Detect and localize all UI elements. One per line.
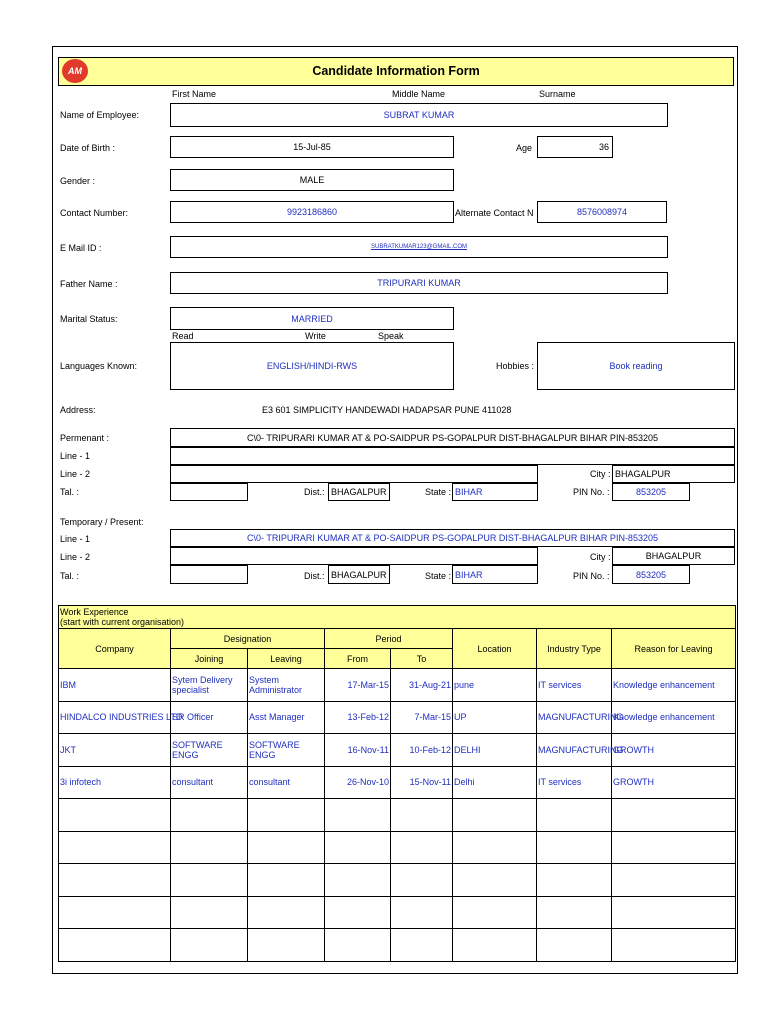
- marital-label: Marital Status:: [60, 314, 118, 324]
- work-cell-joining[interactable]: [171, 799, 248, 832]
- work-cell-text: 31-Aug-21: [408, 679, 451, 690]
- gender-field[interactable]: MALE: [170, 169, 454, 191]
- work-cell-leaving[interactable]: [248, 831, 325, 864]
- permanent-line2-label: Line - 2: [60, 469, 91, 479]
- from-header: From: [325, 649, 391, 669]
- leaving-header: Leaving: [248, 649, 325, 669]
- work-cell-to[interactable]: [391, 864, 453, 897]
- employee-name-field[interactable]: SUBRAT KUMAR: [170, 103, 668, 127]
- table-row: [59, 929, 736, 962]
- work-cell-location[interactable]: [453, 734, 537, 767]
- work-cell-text: 17-Mar-15: [347, 679, 389, 690]
- work-cell-text: 16-Nov-11: [347, 744, 389, 755]
- work-cell-from[interactable]: [325, 669, 391, 702]
- table-row: [59, 831, 736, 864]
- permanent-line2-field[interactable]: [170, 465, 538, 483]
- temporary-line2-label: Line - 2: [60, 552, 91, 562]
- permanent-dist-label: Dist.:: [304, 487, 325, 497]
- work-cell-to[interactable]: [391, 929, 453, 962]
- temporary-state-label: State :: [425, 571, 452, 581]
- work-cell-text: DELHI: [454, 744, 481, 755]
- work-cell-text: GROWTH: [613, 777, 654, 788]
- work-cell-company[interactable]: [59, 734, 171, 767]
- permanent-line1b-field[interactable]: [170, 447, 735, 465]
- work-cell-reason[interactable]: [612, 929, 736, 962]
- work-cell-company[interactable]: [59, 701, 183, 734]
- work-cell-joining[interactable]: [171, 701, 248, 734]
- permanent-pin-field[interactable]: 853205: [612, 483, 690, 501]
- period-header: Period: [325, 629, 453, 649]
- hobbies-field[interactable]: Book reading: [537, 342, 735, 390]
- work-cell-joining[interactable]: [171, 669, 248, 702]
- work-cell-reason[interactable]: [612, 864, 736, 897]
- work-cell-text: Asst Manager: [249, 712, 305, 723]
- work-cell-leaving[interactable]: [248, 896, 325, 929]
- temporary-line1-label: Line - 1: [60, 534, 91, 544]
- to-header: To: [391, 649, 453, 669]
- work-cell-company[interactable]: [59, 669, 171, 702]
- speak-label: Speak: [378, 331, 404, 341]
- contact-field[interactable]: 9923186860: [170, 201, 454, 223]
- work-cell-joining[interactable]: [171, 766, 248, 799]
- work-cell-from[interactable]: [325, 929, 391, 962]
- work-cell-company[interactable]: [59, 864, 171, 897]
- work-cell-reason[interactable]: [612, 896, 736, 929]
- work-cell-to[interactable]: [391, 799, 453, 832]
- address-label: Address:: [60, 405, 96, 415]
- work-cell-text: 15-Nov-11: [409, 777, 451, 788]
- work-cell-joining[interactable]: [171, 896, 248, 929]
- work-cell-reason[interactable]: [612, 799, 736, 832]
- work-cell-text: consultant: [172, 777, 214, 788]
- permanent-tal-label: Tal. :: [60, 487, 80, 497]
- work-subheading-text: (start with current organisation): [60, 617, 185, 627]
- permanent-state-field[interactable]: BIHAR: [452, 483, 538, 501]
- work-cell-text: pune: [454, 679, 475, 690]
- work-cell-from[interactable]: [325, 799, 391, 832]
- temporary-pin-field[interactable]: 853205: [612, 565, 690, 584]
- form-title: Candidate Information Form: [312, 64, 480, 78]
- work-cell-text: Knowledge enhancement: [613, 712, 715, 723]
- work-cell-location[interactable]: [453, 669, 537, 702]
- temporary-tal-field[interactable]: [170, 565, 248, 584]
- work-cell-location[interactable]: [453, 929, 537, 962]
- work-cell-company[interactable]: [59, 799, 171, 832]
- dob-label: Date of Birth :: [60, 143, 116, 153]
- work-heading-text: Work Experience: [60, 607, 129, 617]
- work-cell-company[interactable]: [59, 831, 171, 864]
- permanent-line1-field[interactable]: C\0- TRIPURARI KUMAR AT & PO-SAIDPUR PS-GOPALPUR DIST-BHAGALPUR BIHAR PIN-853205: [170, 428, 735, 447]
- work-cell-text: Knowledge enhancement: [613, 679, 715, 690]
- work-cell-location[interactable]: [453, 701, 537, 734]
- table-row: [59, 766, 736, 799]
- age-field[interactable]: 36: [537, 136, 613, 158]
- work-cell-text: SOFTWARE ENGG: [249, 739, 300, 760]
- work-cell-company[interactable]: [59, 896, 171, 929]
- work-cell-text: Delhi: [454, 777, 475, 788]
- work-cell-industry[interactable]: [537, 669, 612, 702]
- work-cell-industry[interactable]: [537, 799, 612, 832]
- address-value: E3 601 SIMPLICITY HANDEWADI HADAPSAR PUNE 411028: [262, 405, 512, 415]
- reason-header: Reason for Leaving: [612, 629, 736, 669]
- work-cell-text: IBM: [60, 679, 77, 690]
- permanent-line1-label: Line - 1: [60, 451, 91, 461]
- work-cell-leaving[interactable]: [248, 864, 325, 897]
- work-cell-industry[interactable]: [537, 766, 612, 799]
- work-cell-text: 13-Feb-12: [347, 712, 389, 723]
- work-cell-reason[interactable]: [612, 831, 736, 864]
- work-cell-location[interactable]: [453, 766, 537, 799]
- work-cell-text: IT services: [538, 679, 582, 690]
- work-cell-location[interactable]: [453, 896, 537, 929]
- table-row: [59, 734, 736, 767]
- father-name-field[interactable]: TRIPURARI KUMAR: [170, 272, 668, 294]
- temporary-line1-field[interactable]: C\0- TRIPURARI KUMAR AT & PO-SAIDPUR PS-GOPALPUR DIST-BHAGALPUR BIHAR PIN-853205: [170, 529, 735, 547]
- work-experience-table: [58, 605, 736, 962]
- permanent-state-label: State :: [425, 487, 452, 497]
- work-cell-text: MAGNUFACTURING: [538, 712, 624, 723]
- name-label: Name of Employee:: [60, 110, 140, 120]
- work-cell-reason[interactable]: [612, 701, 736, 734]
- work-cell-industry[interactable]: [537, 864, 612, 897]
- temporary-pin-label: PIN No. :: [573, 571, 610, 581]
- dob-field[interactable]: 15-Jul-85: [170, 136, 454, 158]
- work-cell-reason[interactable]: [612, 766, 736, 799]
- work-cell-to[interactable]: [391, 669, 453, 702]
- work-cell-industry[interactable]: [537, 701, 624, 734]
- designation-header: Designation: [171, 629, 325, 649]
- work-cell-from[interactable]: [325, 896, 391, 929]
- work-experience-heading: [59, 606, 736, 629]
- work-cell-text: GROWTH: [613, 744, 654, 755]
- surname-header: Surname: [539, 89, 576, 99]
- work-cell-to[interactable]: [391, 734, 453, 767]
- title-bar: [58, 57, 734, 86]
- work-cell-leaving[interactable]: [248, 734, 325, 767]
- contact-label: Contact Number:: [60, 208, 129, 218]
- work-cell-location[interactable]: [453, 831, 537, 864]
- work-cell-reason[interactable]: [612, 734, 736, 767]
- work-cell-text: 10-Feb-12: [409, 744, 451, 755]
- location-header: Location: [453, 629, 537, 669]
- work-cell-reason[interactable]: [612, 669, 736, 702]
- work-cell-from[interactable]: [325, 831, 391, 864]
- table-row: [59, 701, 736, 734]
- work-cell-leaving[interactable]: [248, 669, 325, 702]
- work-cell-text: JKT: [60, 744, 77, 755]
- work-cell-company[interactable]: [59, 766, 171, 799]
- email-label: E Mail ID :: [60, 243, 102, 253]
- temporary-city-field[interactable]: BHAGALPUR: [612, 547, 735, 565]
- work-cell-text: consultant: [249, 777, 291, 788]
- temporary-label: Temporary / Present:: [60, 517, 144, 527]
- work-cell-leaving[interactable]: [248, 929, 325, 962]
- work-cell-text: 7-Mar-15: [414, 712, 451, 723]
- work-cell-text: 26-Nov-10: [346, 777, 389, 788]
- work-cell-from[interactable]: [325, 864, 391, 897]
- middle-name-header: Middle Name: [392, 89, 446, 99]
- temporary-dist-label: Dist.:: [304, 571, 325, 581]
- work-cell-to[interactable]: [391, 766, 453, 799]
- alt-contact-label: Alternate Contact N: [455, 208, 534, 218]
- gender-label: Gender :: [60, 176, 96, 186]
- joining-header: Joining: [171, 649, 248, 669]
- temporary-line2-field[interactable]: [170, 547, 538, 565]
- company-header: Company: [59, 629, 171, 669]
- work-cell-leaving[interactable]: [248, 701, 325, 734]
- marital-status-field[interactable]: MARRIED: [170, 307, 454, 330]
- work-cell-text: System Administrator: [249, 674, 303, 695]
- work-cell-location[interactable]: [453, 799, 537, 832]
- work-cell-text: 3i infotech: [60, 777, 102, 788]
- work-cell-to[interactable]: [391, 701, 453, 734]
- age-label: Age: [516, 143, 533, 153]
- table-row: [59, 896, 736, 929]
- work-cell-text: IT services: [538, 777, 582, 788]
- first-name-header: First Name: [172, 89, 217, 99]
- work-cell-from[interactable]: [325, 701, 391, 734]
- company-logo-icon: AM: [62, 59, 88, 83]
- permanent-city-field[interactable]: BHAGALPUR: [612, 465, 735, 483]
- temporary-dist-field[interactable]: BHAGALPUR: [328, 565, 390, 584]
- work-cell-text: HINDALCO INDUSTRIES LTD: [60, 712, 183, 723]
- temporary-state-field[interactable]: BIHAR: [452, 565, 538, 584]
- father-label: Father Name :: [60, 279, 118, 289]
- work-cell-industry[interactable]: [537, 929, 612, 962]
- alt-contact-field[interactable]: 8576008974: [537, 201, 667, 223]
- work-cell-to[interactable]: [391, 831, 453, 864]
- temporary-city-label: City :: [590, 552, 611, 562]
- work-cell-text: MAGNUFACTURING: [538, 744, 624, 755]
- permanent-tal-field[interactable]: [170, 483, 248, 501]
- work-cell-industry[interactable]: [537, 831, 612, 864]
- work-cell-joining[interactable]: [171, 864, 248, 897]
- work-cell-from[interactable]: [325, 734, 391, 767]
- work-cell-leaving[interactable]: [248, 766, 325, 799]
- temporary-tal-label: Tal. :: [60, 571, 80, 581]
- industry-header: Industry Type: [537, 629, 612, 669]
- work-cell-joining[interactable]: [171, 734, 248, 767]
- table-row: [59, 864, 736, 897]
- work-cell-leaving[interactable]: [248, 799, 325, 832]
- work-cell-from[interactable]: [325, 766, 391, 799]
- work-cell-text: UP: [454, 712, 467, 723]
- permanent-dist-field[interactable]: BHAGALPUR: [328, 483, 390, 501]
- write-label: Write: [305, 331, 326, 341]
- read-label: Read: [172, 331, 194, 341]
- work-cell-text: SOFTWARE ENGG: [172, 739, 223, 760]
- table-row: [59, 669, 736, 702]
- work-cell-company[interactable]: [59, 929, 171, 962]
- work-cell-to[interactable]: [391, 896, 453, 929]
- work-cell-text: Sytem Delivery specialist: [172, 674, 233, 695]
- table-row: [59, 799, 736, 832]
- work-cell-industry[interactable]: [537, 734, 624, 767]
- languages-label: Languages Known:: [60, 361, 138, 371]
- permanent-city-label: City :: [590, 469, 611, 479]
- permanent-pin-label: PIN No. :: [573, 487, 610, 497]
- work-cell-industry[interactable]: [537, 896, 612, 929]
- work-cell-joining[interactable]: [171, 831, 248, 864]
- work-cell-text: SR Officer: [172, 712, 214, 723]
- hobbies-label: Hobbies :: [496, 361, 535, 371]
- work-cell-joining[interactable]: [171, 929, 248, 962]
- languages-field[interactable]: ENGLISH/HINDI-RWS: [170, 342, 454, 390]
- email-field[interactable]: SUBRATKUMAR123@GMAIL.COM: [170, 236, 668, 258]
- permanent-label: Permenant :: [60, 433, 110, 443]
- work-cell-location[interactable]: [453, 864, 537, 897]
